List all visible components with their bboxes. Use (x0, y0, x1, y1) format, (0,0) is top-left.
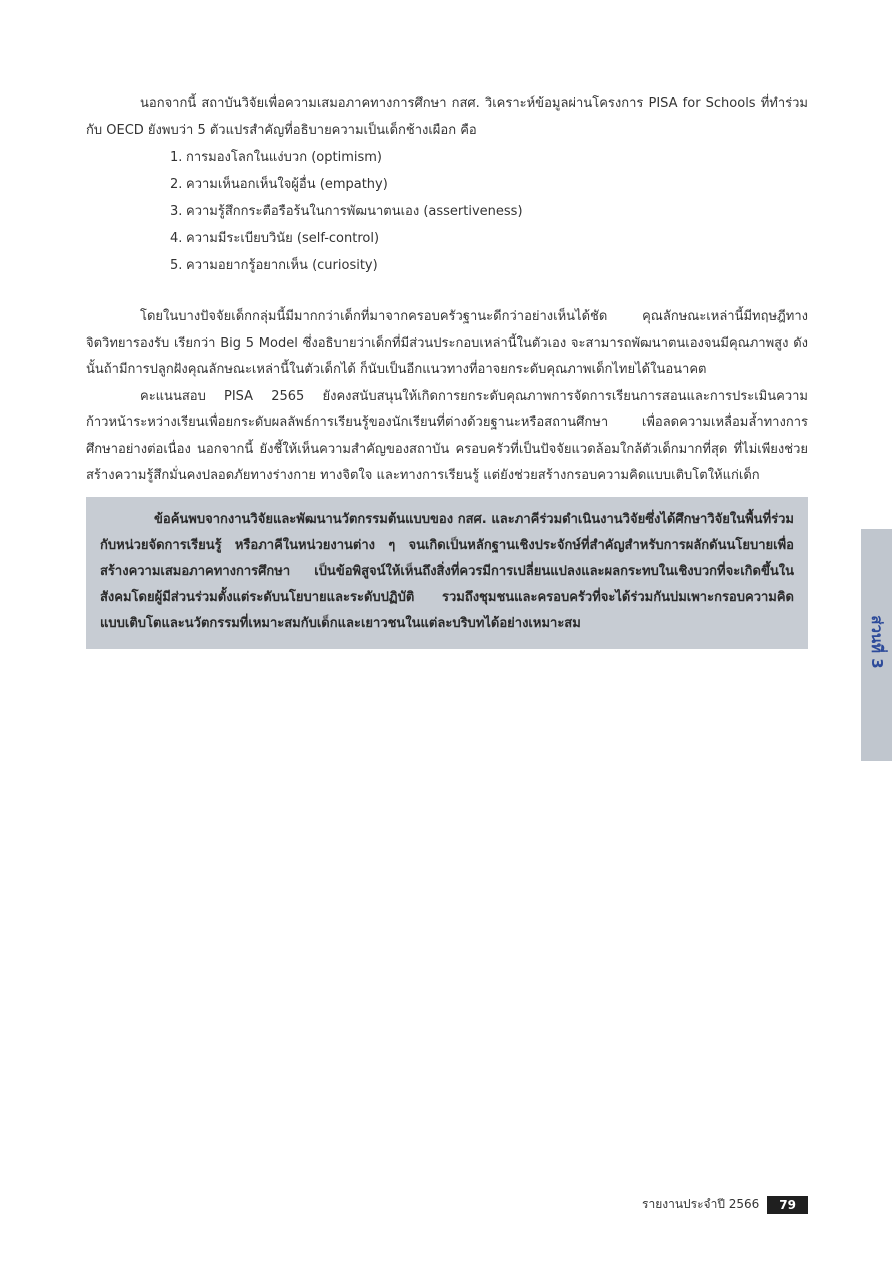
list-item-number: 5. (170, 258, 183, 273)
list-item-text: ความอยากรู้อยากเห็น (curiosity) (186, 258, 378, 273)
list-item (170, 252, 808, 279)
list-item (170, 198, 808, 225)
findings-callout-box (86, 497, 808, 649)
list-item-number: 4. (170, 231, 183, 246)
list-item-text: ความเห็นอกเห็นใจผู้อื่น (empathy) (186, 177, 388, 192)
list-item (170, 225, 808, 252)
section-tab (861, 529, 892, 761)
intro-paragraph: นอกจากนี้ สถาบันวิจัยเพื่อความเสมอภาคทางการศึกษา กสศ. วิเคราะห์ข้อมูลผ่านโครงการ PISA for Schools ที่ทำร่วมกับ OECD ยังพบว่า 5 ตัวแปรสำคัญที่อธิบายความเป็นเด็กช้างเผือก คือ (86, 96, 808, 138)
page-content (86, 91, 808, 649)
callout-text: ข้อค้นพบจากงานวิจัยและพัฒนานวัตกรรมต้นแบบของ กสศ. และภาคีร่วมดำเนินงานวิจัยซึ่งได้ศึกษาวิจัยในพื้นที่ร่วมกับหน่วยจัดการเรียนรู้ หรือภาคีในหน่วยงานต่าง ๆ จนเกิดเป็นหลักฐานเชิงประจักษ์ที่สำคัญสำหรับการผลักดันนโยบายเพื่อสร้างความเสมอภาคทางการศึกษา เป็นข้อพิสูจน์ให้เห็นถึงสิ่งที่ควรมีการเปลี่ยนแปลงและผลกระทบในเชิงบวกที่จะเกิดขึ้นในสังคมโดยผู้มีส่วนร่วมตั้งแต่ระดับนโยบายและระดับปฏิบัติ รวมถึงชุมชนและครอบครัวที่จะได้ร่วมกันบ่มเพาะกรอบความคิดแบบเติบโตและนวัตกรรมที่เหมาะสมกับเด็กและเยาวชนในแต่ละบริบทได้อย่างเหมาะสม (100, 511, 794, 631)
list-item (170, 144, 808, 171)
list-item-number: 2. (170, 177, 183, 192)
factor-list (86, 144, 808, 279)
list-item-number: 1. (170, 150, 183, 165)
annual-report-label: รายงานประจำปี 2566 (642, 1197, 760, 1211)
section-tab-label: ส่วนที่ 3 (867, 615, 886, 669)
page-number: 79 (767, 1196, 808, 1214)
big5-paragraph: โดยในบางปัจจัยเด็กกลุ่มนี้มีมากกว่าเด็กที่มาจากครอบครัวฐานะดีกว่าอย่างเห็นได้ชัด คุณลักษณะเหล่านี้มีทฤษฎีทางจิตวิทยารองรับ เรียกว่า Big 5 Model ซึ่งอธิบายว่าเด็กที่มีส่วนประกอบเหล่านี้ในตัวเอง จะสามารถพัฒนาตนเองจนมีคุณภาพสูง ดังนั้นถ้ามีการปลูกฝังคุณลักษณะเหล่านี้ในตัวเด็กได้ ก็นับเป็นอีกแนวทางที่อาจยกระดับคุณภาพเด็กไทยได้ในอนาคต (86, 309, 808, 377)
page-footer (642, 1195, 808, 1214)
list-item (170, 171, 808, 198)
list-item-text: ความมีระเบียบวินัย (self-control) (186, 231, 380, 246)
list-item-number: 3. (170, 204, 183, 219)
list-item-text: ความรู้สึกกระตือรือร้นในการพัฒนาตนเอง (assertiveness) (186, 204, 523, 219)
list-item-text: การมองโลกในแง่บวก (optimism) (186, 150, 382, 165)
pisa-paragraph: คะแนนสอบ PISA 2565 ยังคงสนับสนุนให้เกิดการยกระดับคุณภาพการจัดการเรียนการสอนและการประเมินความก้าวหน้าระหว่างเรียนเพื่อยกระดับผลลัพธ์การเรียนรู้ของนักเรียนที่ต่างด้วยฐานะหรือสถานศึกษา เพื่อลดความเหลื่อมล้ำทางการศึกษาอย่างต่อเนื่อง นอกจากนี้ ยังชี้ให้เห็นความสำคัญของสถาบัน ครอบครัวที่เป็นปัจจัยแวดล้อมใกล้ตัวเด็กมากที่สุด ที่ไม่เพียงช่วยสร้างความรู้สึกมั่นคงปลอดภัยทางร่างกาย ทางจิตใจ และทางการเรียนรู้ แต่ยังช่วยสร้างกรอบความคิดแบบเติบโตให้แก่เด็ก (86, 388, 808, 483)
